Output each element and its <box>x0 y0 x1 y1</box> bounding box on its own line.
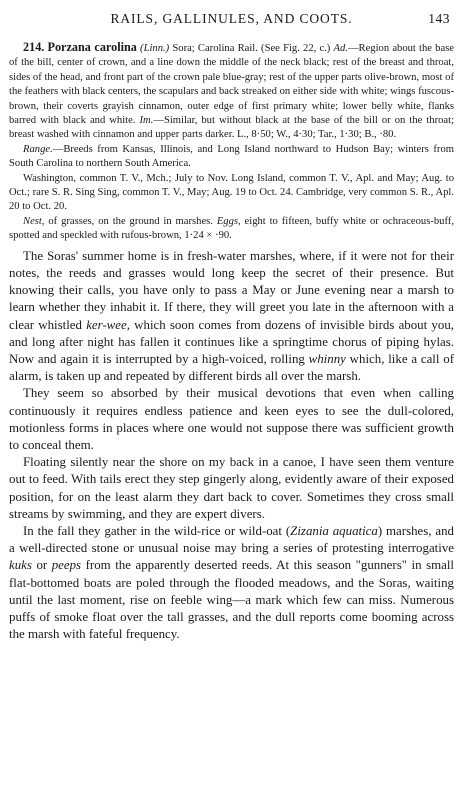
immature-label: Im. <box>139 115 154 127</box>
zizania-name: Zizania aquatica <box>290 523 378 538</box>
chapter-title: RAILS, GALLINULES, AND COOTS. <box>110 11 353 26</box>
scientific-name: Porzana carolina <box>47 40 137 54</box>
common-names: Sora; Carolina Rail. (See Fig. 22, c.) <box>172 43 331 54</box>
body-paragraph-2: They seem so absorbed by their musical devotions that even when calling continuously it requires endless patience and keen eyes to see the dull-colored, motionless forms in places where one would not suppose there was sufficient growth to conceal them. <box>9 386 454 452</box>
entry-number: 214. <box>23 40 45 54</box>
adult-description: —Region about the base of the bill, center of crown, and a line down the middle of the neck black; rest of the breast and throat, sides of the head, and front part of the crown pale blue-gray; rest of the upper parts olive-brown, most of the feathers with black centers, the scapulars and back streaked on either side with white; wings fuscous-brown, their coverts grayish cinnamon, outer edge of first primary white; lower belly white, flanks barred with black and white. <box>9 43 454 127</box>
nest-label: Nest, <box>23 215 45 227</box>
immature-description: —Similar, but without black at the base of the bill or on the throat; breast washed with cinnamon and upper parts darker. L., 8·50; W., 4·30; Tar., 1·30; B., ·80. <box>9 115 455 141</box>
call-peeps: peeps <box>51 558 82 573</box>
nest-text: of grasses, on the ground in marshes. <box>44 215 213 227</box>
eggs-label: Eggs, <box>216 215 241 227</box>
call-kuks: kuks <box>9 558 32 573</box>
nest-eggs-paragraph <box>9 215 454 244</box>
range-text: —Breeds from Kansas, Illinois, and Long Island northward to Hudson Bay; winters from South Carolina to northern South America. <box>9 143 454 170</box>
body-paragraph-4: In the fall they gather in the wild-rice or wild-oat (Zizania aquatica) marshes, and a well-directed stone or unusual noise may bring a series of protesting interrogative kuks or peeps from the apparently deserted reeds. At this season "gunners" in small flat-bottomed boats are poled through the flooded meadows, and the Soras, waiting until the last moment, rise on feeble wing—a mark which few can miss. Numerous puffs of smoke float over the tall grasses, and the dull reports come booming across the marsh with fateful frequency. <box>9 523 454 642</box>
call-whinny: whinny <box>308 351 346 366</box>
call-ker-wee: ker-wee <box>86 317 127 332</box>
adult-label: Ad. <box>333 43 348 54</box>
range-paragraph <box>9 143 454 172</box>
page-number: 143 <box>428 11 450 26</box>
authority: (Linn.) <box>140 43 170 54</box>
local-records: Washington, common T. V., Mch.; July to Nov. Long Island, common T. V., Apl. and May; Aug. to Oct.; rare S. R. Sing Sing, common T. V., May; Aug. 19 to Oct. 24. Cambridge, very common S. R., Apl. 20 to Oct. 20. <box>9 172 454 213</box>
running-head <box>9 8 454 30</box>
body-paragraph-1: The Soras' summer home is in fresh-water marshes, where, if it were not for their notes, the reeds and grasses would long keep the secret of their presence. But knowing their calls, you have only to pass a May or June evening near a marsh to learn whether they inhabit it. If there, they will greet you late in the afternoon with a clear whistled ker-wee, which soon comes from dozens of invisible birds about you, and long after night has fallen it continues like a springtime chorus of piping hylas. Now and again it is interrupted by a high-voiced, rolling whinny which, like a call of alarm, is taken up and repeated by different birds all over the marsh. <box>9 248 454 384</box>
range-label: Range. <box>23 143 53 155</box>
body-paragraph-3: Floating silently near the shore on my back in a canoe, I have seen them venture out to feed. With tails erect they step gingerly along, evidently aware of their exposed position, for on the least alarm they dart back to cover. Sometimes they cross small streams by swimming, and they are expert divers. <box>9 455 454 521</box>
species-description <box>9 40 454 143</box>
eggs-text: eight to fifteen, buffy white or ochraceous-buff, spotted and speckled with rufous-brown, 1·24 × ·90. <box>9 215 454 242</box>
